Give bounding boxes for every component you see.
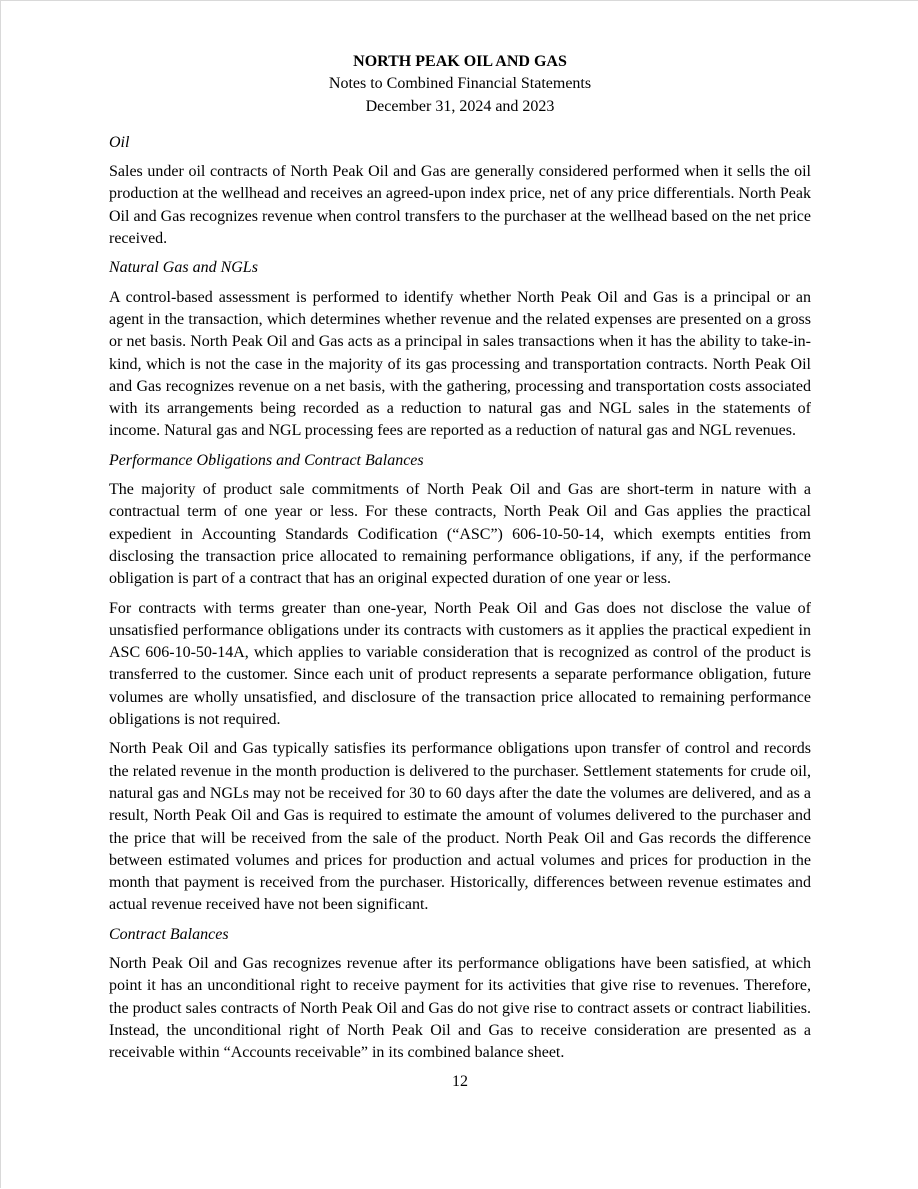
paragraph: North Peak Oil and Gas recognizes revenue after its performance obligations have been satisfied, at which point it has an unconditional right to receive payment for its activities that give rise to revenues. Therefore, the product sales contracts of North Peak Oil and Gas do not give rise to contract assets or contract liabilities. Instead, the unconditional right of North Peak Oil and Gas to receive consideration are presented as a receivable within “Accounts receivable” in its combined balance sheet. [109,954,811,1062]
document-title: NORTH PEAK OIL AND GAS [353,53,567,70]
document-header [109,51,811,118]
section-heading-natural-gas-and-ngls: Natural Gas and NGLs [109,259,258,277]
section-heading-oil: Oil [109,133,130,151]
paragraph: For contracts with terms greater than one-year, North Peak Oil and Gas does not disclose the value of unsatisfied performance obligations under its contracts with customers as it applies the practical expedient in ASC 606-10-50-14A, which applies to variable consideration that is recognized as control of the product is transferred to the customer. Since each unit of product represents a separate performance obligation, future volumes are wholly unsatisfied, and disclosure of the transaction price allocated to remaining performance obligations is not required. [109,599,811,729]
paragraph: The majority of product sale commitments of North Peak Oil and Gas are short-term in nature with a contractual term of one year or less. For these contracts, North Peak Oil and Gas applies the practical expedient in Accounting Standards Codification (“ASC”) 606-10-50-14, which exempts entities from disclosing the transaction price allocated to remaining performance obligations, if any, if the performance obligation is part of a contract that has an original expected duration of one year or less. [109,481,811,588]
paragraph: North Peak Oil and Gas typically satisfies its performance obligations upon transfer of control and records the related revenue in the month production is delivered to the purchaser. Settlement statements for crude oil, natural gas and NGLs may not be received for 30 to 60 days after the date the volumes are delivered, and as a result, North Peak Oil and Gas is required to estimate the amount of volumes delivered to the purchaser and the price that will be received from the sale of the product. North Peak Oil and Gas records the difference between estimated volumes and prices for production and actual volumes and prices for production in the month that payment is received from the purchaser. Historically, differences between revenue estimates and actual revenue received have not been significant. [109,740,811,914]
section-heading-performance-obligations-and-contract-balances: Performance Obligations and Contract Balances [109,451,424,469]
document-subtitle: Notes to Combined Financial Statements [328,75,592,93]
paragraph: A control-based assessment is performed to identify whether North Peak Oil and Gas is a principal or an agent in the transaction, which determines whether revenue and the related expenses are presented on a gross or net basis. North Peak Oil and Gas acts as a principal in sales transactions when it has the ability to take-in-kind, which is not the case in the majority of its gas processing and transportation contracts. North Peak Oil and Gas recognizes revenue on a net basis, with the gathering, processing and transportation costs associated with its arrangements being recorded as a reduction to natural gas and NGL sales in the statements of income. Natural gas and NGL processing fees are reported as a reduction of natural gas and NGL revenues. [109,288,811,440]
section-heading-contract-balances: Contract Balances [109,925,229,943]
paragraph: Sales under oil contracts of North Peak Oil and Gas are generally considered performed when it sells the oil production at the wellhead and receives an agreed-upon index price, net of any price differentials. North Peak Oil and Gas recognizes revenue when control transfers to the purchaser at the wellhead based on the net price received. [109,163,811,248]
page-number: 12 [452,1073,468,1091]
document-date-line: December 31, 2024 and 2023 [365,97,555,115]
document-page [1,1,918,1189]
